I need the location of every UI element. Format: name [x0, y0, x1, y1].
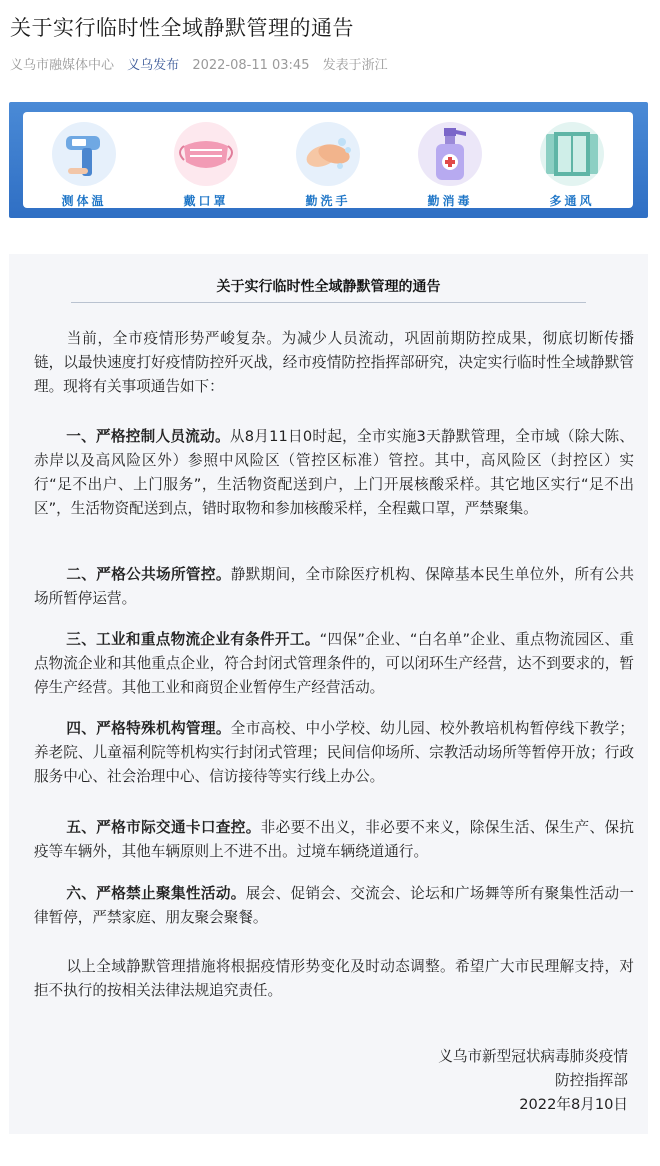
- tile-label: 测体温: [61, 194, 107, 208]
- section-6: [34, 882, 634, 930]
- document-title: 关于实行临时性全域静默管理的通告: [216, 279, 441, 295]
- tile-thermometer: [34, 122, 134, 209]
- article-meta: [10, 54, 397, 73]
- publish-location: 发表于浙江: [322, 58, 388, 73]
- signature-block: [438, 1045, 628, 1117]
- tile-mask: [156, 122, 256, 209]
- tile-disinfect: [400, 122, 500, 209]
- article-headline: 关于实行临时性全域静默管理的通告: [10, 16, 354, 40]
- section-heading: 六、严格禁止聚集性活动。: [66, 885, 246, 902]
- section-body: 静默期间，全市除医疗机构、保障基本民生单位外，所有公共场所暂停运营。: [34, 566, 634, 607]
- banner-panel: [23, 112, 633, 208]
- publish-datetime: 2022-08-11 03:45: [192, 58, 310, 73]
- section-heading: 二、严格公共场所管控。: [66, 566, 231, 583]
- window-icon: [540, 122, 604, 186]
- section-heading: 三、工业和重点物流企业有条件开工。: [66, 631, 320, 648]
- section-body: 非必要不出义，非必要不来义，除保生活、保生产、保抗疫等车辆外，其他车辆原则上不进不出。过境车辆绕道通行。: [34, 819, 634, 860]
- section-4: [34, 717, 634, 789]
- section-body: 从8月11日0时起，全市实施3天静默管理，全市域（除大陈、赤岸以及高风险区外）参照中风险区（管控区标准）管控。其中，高风险区（封控区）实行“足不出户、上门服务”，生活物资配送到户，上门开展核酸采样。其它地区实行“足不出区”，生活物资配送到点，错时取物和参加核酸采样，全程戴口罩，严禁聚集。: [34, 428, 634, 517]
- tile-ventilate: [522, 122, 622, 209]
- signature-date: 2022年8月10日: [519, 1096, 628, 1113]
- signature-dept: 防控指挥部: [555, 1072, 628, 1089]
- tile-label: 多通风: [549, 194, 595, 208]
- hand-wash-icon: [296, 122, 360, 186]
- section-body: 展会、促销会、交流会、论坛和广场舞等所有聚集性活动一律暂停，严禁家庭、朋友聚会聚餐。: [34, 885, 634, 926]
- publisher-link[interactable]: 义乌发布: [127, 58, 180, 73]
- section-body: 全市高校、中小学校、幼儿园、校外教培机构暂停线下教学；养老院、儿童福利院等机构实行封闭式管理；民间信仰场所、宗教活动场所等暂停开放；行政服务中心、社会治理中心、信访接待等实行线上办公。: [34, 720, 634, 785]
- mask-icon: [174, 122, 238, 186]
- section-heading: 五、严格市际交通卡口查控。: [66, 819, 261, 836]
- section-2: [34, 563, 634, 611]
- signature-org: 义乌市新型冠状病毒肺炎疫情: [438, 1048, 628, 1065]
- title-divider: [71, 302, 586, 303]
- thermometer-icon: [52, 122, 116, 186]
- tile-label: 勤消毒: [427, 194, 473, 208]
- tile-label: 戴口罩: [183, 194, 229, 208]
- section-3: [34, 628, 634, 700]
- source-name: 义乌市融媒体中心: [10, 58, 115, 73]
- notice-document: [9, 254, 648, 1134]
- closing-text: 以上全域静默管理措施将根据疫情形势变化及时动态调整。希望广大市民理解支持，对拒不执行的按相关法律法规追究责任。: [34, 958, 634, 999]
- section-1: [34, 425, 634, 521]
- tile-label: 勤洗手: [305, 194, 351, 208]
- section-5: [34, 816, 634, 864]
- closing-paragraph: [34, 955, 634, 1003]
- section-body: “四保”企业、“白名单”企业、重点物流园区、重点物流企业和其他重点企业，符合封闭式管理条件的，可以闭环生产经营，达不到要求的，暂停生产经营。其他工业和商贸企业暂停生产经营活动。: [34, 631, 634, 696]
- prevention-banner: [9, 102, 648, 218]
- tile-hand-wash: [278, 122, 378, 209]
- intro-text: 当前，全市疫情形势严峻复杂。为减少人员流动，巩固前期防控成果，彻底切断传播链，以最快速度打好疫情防控歼灭战，经市疫情防控指挥部研究，决定实行临时性全域静默管理。现将有关事项通告如下：: [34, 330, 634, 395]
- section-heading: 四、严格特殊机构管理。: [66, 720, 231, 737]
- intro-paragraph: [34, 327, 634, 399]
- disinfect-spray-icon: [418, 122, 482, 186]
- section-heading: 一、严格控制人员流动。: [66, 428, 230, 445]
